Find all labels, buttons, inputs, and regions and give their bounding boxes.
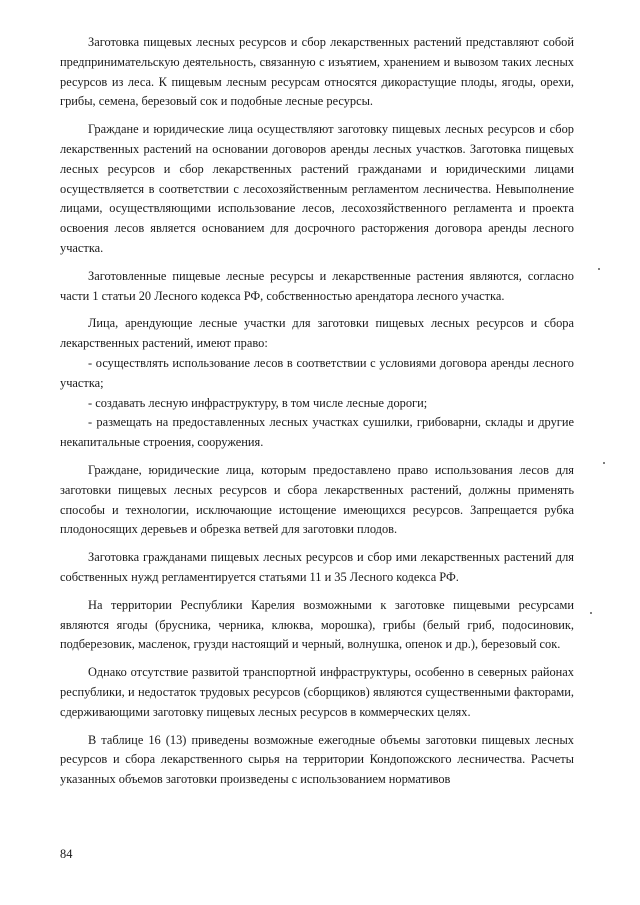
paragraph-ownership: Заготовленные пищевые лесные ресурсы и лекарственные растения являются, согласно части 1 статьи 20 Лесного кодекса РФ, собственностью арендатора лесного участка. bbox=[60, 268, 574, 303]
paragraph-lessee-rights: Лица, арендующие лесные участки для заготовки пищевых лесных ресурсов и сбора лекарственных растений, имеют право: bbox=[60, 316, 574, 351]
paragraph-karelia-resources: На территории Республики Карелия возможными к заготовке пищевыми ресурсами являются ягоды (брусника, черника, клюква, морошка), грибы (белый гриб, подосиновик, подберезовик, масленок, грузди настоящий и черный, волнушка, опенок и др.), березовый сок. bbox=[60, 597, 574, 652]
paragraph-table-reference: В таблице 16 (13) приведены возможные ежегодные объемы заготовки пищевых лесных ресурсов и сбора лекарственного сырья на территории Кондопожского лесничества. Расчеты указанных объемов заготовки произведены с использованием нормативов bbox=[60, 732, 574, 787]
list-item-infrastructure: - создавать лесную инфраструктуру, в том числе лесные дороги; bbox=[88, 395, 428, 410]
paragraph-limiting-factors: Однако отсутствие развитой транспортной инфраструктуры, особенно в северных районах республики, и недостаток трудовых ресурсов (сборщиков) являются существенными факторами, сдерживающими заготовку пищевых лесных ресурсов в коммерческих целях. bbox=[60, 665, 574, 719]
paragraph-food-resources-definition: Заготовка пищевых лесных ресурсов и сбор лекарственных растений представляют собой предпринимательскую деятельность, связанную с изъятием, хранением и вывозом таких лесных ресурсов из леса. К пищевым лесным ресурсам относятся дикорастущие плоды, ягоды, орехи, грибы, семена, березовый сок и подобные лесные ресурсы. bbox=[60, 35, 574, 109]
page-number: 84 bbox=[60, 847, 73, 861]
paragraph-own-needs: Заготовка гражданами пищевых лесных ресурсов и сбор ими лекарственных растений для собственных нужд регламентируется статьями 11 и 35 Лесного кодекса РФ. bbox=[60, 550, 574, 584]
paragraph-technologies: Граждане, юридические лица, которым предоставлено право использования лесов для заготовки пищевых лесных ресурсов и сбора лекарственных растений, должны применять способы и технологии, исключающие истощение имеющихся ресурсов. Запрещается рубка плодоносящих деревьев и обрезка ветвей для заготовки плодов. bbox=[60, 462, 574, 537]
scan-speck bbox=[590, 612, 592, 614]
scan-speck bbox=[603, 462, 605, 464]
document-body bbox=[60, 33, 574, 790]
paragraph-lease-agreements: Граждане и юридические лица осуществляют заготовку пищевых лесных ресурсов и сбор лекарственных растений на основании договоров аренды лесных участков. Заготовка пищевых лесных ресурсов и сбор лекарственных растений гражданами и юридическими лицами осуществляется в соответствии с лесохозяйственным регламентом лесничества. Невыполнение лицами, осуществляющими использование лесов, лесохозяйственного регламента и проекта освоения лесов является основанием для досрочного расторжения договора аренды лесного участка. bbox=[60, 122, 574, 255]
list-item-use-forests: - осуществлять использование лесов в соответствии с условиями договора аренды лесного участка; bbox=[60, 355, 574, 390]
list-item-structures: - размещать на предоставленных лесных участках сушилки, грибоварни, склады и другие некапитальные строения, сооружения. bbox=[60, 415, 574, 450]
scan-speck bbox=[598, 268, 600, 270]
